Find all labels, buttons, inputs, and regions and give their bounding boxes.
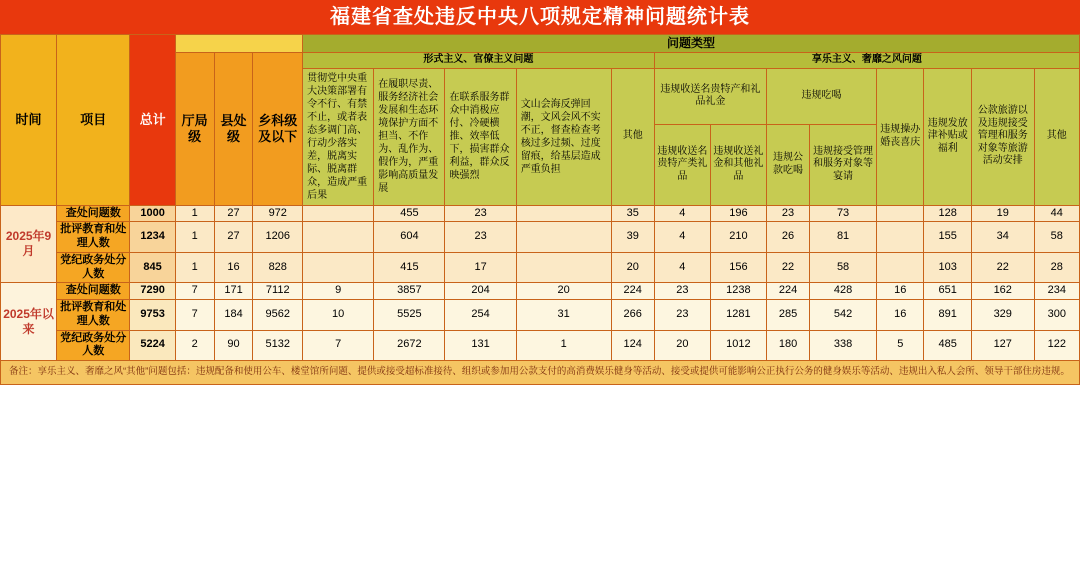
header-other-2: 公款旅游以及违规接受管理和服务对象等旅游活动安排 xyxy=(971,68,1034,205)
cell-formalism-1: 604 xyxy=(374,222,445,253)
cell-gift-1: 156 xyxy=(710,252,766,283)
cell-formalism-4: 224 xyxy=(611,283,654,300)
cell-banquet-1: 81 xyxy=(810,222,877,253)
header-project: 项目 xyxy=(57,35,130,206)
row-item-label: 党纪政务处分人数 xyxy=(57,330,130,361)
row-item-label: 查处问题数 xyxy=(57,283,130,300)
cell-formalism-0 xyxy=(303,252,374,283)
cell-other-3: 44 xyxy=(1034,205,1079,222)
cell-banquet-1: 338 xyxy=(810,330,877,361)
cell-formalism-2: 131 xyxy=(445,330,516,361)
cell-other-2: 162 xyxy=(971,283,1034,300)
cell-level-1: 27 xyxy=(214,222,253,253)
header-other-3: 其他 xyxy=(1034,68,1079,205)
cell-formalism-0 xyxy=(303,205,374,222)
header-level-group xyxy=(175,35,302,53)
table-footnote: 备注：享乐主义、奢靡之风“其他”问题包括：违规配备和使用公车、楼堂馆所问题、提供或接受超标准接待、组织或参加用公款支付的高消费娱乐健身等活动、接受或提供可能影响公正执行公务的健身娱乐等活动、违规出入私人会所、领导干部住房违规。 xyxy=(0,361,1080,385)
cell-level-1: 171 xyxy=(214,283,253,300)
cell-level-2: 1206 xyxy=(253,222,303,253)
cell-level-0: 1 xyxy=(175,222,214,253)
header-group-hedonism: 享乐主义、奢靡之风问题 xyxy=(654,53,1079,69)
cell-gift-0: 4 xyxy=(654,222,710,253)
row-item-label: 批评教育和处理人数 xyxy=(57,300,130,331)
cell-formalism-0: 7 xyxy=(303,330,374,361)
header-formalism-3: 文山会海反弹回潮，文风会风不实不正，督查检查考核过多过频、过度留痕，给基层造成严重负担 xyxy=(516,68,611,205)
cell-level-2: 7112 xyxy=(253,283,303,300)
cell-formalism-2: 23 xyxy=(445,205,516,222)
cell-other-3: 122 xyxy=(1034,330,1079,361)
cell-gift-0: 4 xyxy=(654,252,710,283)
cell-gift-1: 1281 xyxy=(710,300,766,331)
cell-other-3: 28 xyxy=(1034,252,1079,283)
cell-other-1: 891 xyxy=(924,300,971,331)
header-problem-type: 问题类型 xyxy=(303,35,1080,53)
cell-level-1: 27 xyxy=(214,205,253,222)
header-banquet-1: 违规接受管理和服务对象等宴请 xyxy=(810,124,877,205)
cell-gift-1: 1012 xyxy=(710,330,766,361)
cell-formalism-4: 39 xyxy=(611,222,654,253)
page-title: 福建省查处违反中央八项规定精神问题统计表 xyxy=(0,0,1080,34)
cell-level-1: 90 xyxy=(214,330,253,361)
header-time: 时间 xyxy=(1,35,57,206)
cell-total: 9753 xyxy=(130,300,175,331)
cell-total: 7290 xyxy=(130,283,175,300)
row-item-label: 批评教育和处理人数 xyxy=(57,222,130,253)
row-item-label: 查处问题数 xyxy=(57,205,130,222)
cell-other-0 xyxy=(877,205,924,222)
cell-level-2: 828 xyxy=(253,252,303,283)
cell-formalism-3: 31 xyxy=(516,300,611,331)
cell-formalism-3 xyxy=(516,205,611,222)
header-formalism-4: 其他 xyxy=(611,68,654,205)
cell-level-2: 972 xyxy=(253,205,303,222)
header-other-1: 违规发放津补贴或福利 xyxy=(924,68,971,205)
cell-formalism-0: 9 xyxy=(303,283,374,300)
cell-gift-0: 23 xyxy=(654,300,710,331)
header-row-1 xyxy=(1,35,1080,53)
cell-other-0: 16 xyxy=(877,300,924,331)
cell-other-1: 651 xyxy=(924,283,971,300)
header-group-formalism: 形式主义、官僚主义问题 xyxy=(303,53,655,69)
cell-banquet-0: 26 xyxy=(766,222,809,253)
cell-gift-0: 4 xyxy=(654,205,710,222)
cell-level-1: 16 xyxy=(214,252,253,283)
cell-level-1: 184 xyxy=(214,300,253,331)
cell-other-3: 58 xyxy=(1034,222,1079,253)
cell-other-3: 300 xyxy=(1034,300,1079,331)
cell-banquet-0: 285 xyxy=(766,300,809,331)
cell-formalism-4: 20 xyxy=(611,252,654,283)
cell-formalism-4: 35 xyxy=(611,205,654,222)
cell-gift-0: 23 xyxy=(654,283,710,300)
cell-formalism-3 xyxy=(516,222,611,253)
cell-formalism-4: 124 xyxy=(611,330,654,361)
cell-gift-0: 20 xyxy=(654,330,710,361)
cell-total: 1234 xyxy=(130,222,175,253)
period-label-1: 2025年以来 xyxy=(1,283,57,361)
cell-other-0 xyxy=(877,252,924,283)
cell-formalism-3 xyxy=(516,252,611,283)
cell-level-2: 9562 xyxy=(253,300,303,331)
cell-formalism-3: 1 xyxy=(516,330,611,361)
cell-total: 5224 xyxy=(130,330,175,361)
period-label-0: 2025年9月 xyxy=(1,205,57,283)
cell-level-0: 7 xyxy=(175,300,214,331)
cell-other-1: 485 xyxy=(924,330,971,361)
header-total: 总计 xyxy=(130,35,175,206)
cell-gift-1: 196 xyxy=(710,205,766,222)
cell-banquet-1: 58 xyxy=(810,252,877,283)
cell-formalism-2: 254 xyxy=(445,300,516,331)
header-gift-0: 违规收送名贵特产类礼品 xyxy=(654,124,710,205)
header-other-0: 违规操办婚丧喜庆 xyxy=(877,68,924,205)
header-banquet-group: 违规吃喝 xyxy=(766,68,876,124)
cell-level-0: 1 xyxy=(175,205,214,222)
cell-total: 1000 xyxy=(130,205,175,222)
table-row xyxy=(1,300,1080,331)
cell-banquet-1: 73 xyxy=(810,205,877,222)
table-row xyxy=(1,205,1080,222)
header-level-2: 乡科级及以下 xyxy=(253,53,303,206)
cell-level-0: 2 xyxy=(175,330,214,361)
cell-other-1: 155 xyxy=(924,222,971,253)
cell-level-0: 1 xyxy=(175,252,214,283)
cell-formalism-0: 10 xyxy=(303,300,374,331)
table-row xyxy=(1,330,1080,361)
cell-formalism-1: 5525 xyxy=(374,300,445,331)
header-level-1: 县处级 xyxy=(214,53,253,206)
cell-banquet-0: 224 xyxy=(766,283,809,300)
cell-formalism-2: 23 xyxy=(445,222,516,253)
cell-formalism-1: 2672 xyxy=(374,330,445,361)
cell-formalism-4: 266 xyxy=(611,300,654,331)
cell-other-0 xyxy=(877,222,924,253)
cell-other-0: 5 xyxy=(877,330,924,361)
cell-other-2: 19 xyxy=(971,205,1034,222)
header-formalism-1: 在履职尽责、服务经济社会发展和生态环境保护方面不担当、不作为、乱作为、假作为，严重影响高质量发展 xyxy=(374,68,445,205)
cell-formalism-1: 455 xyxy=(374,205,445,222)
cell-formalism-2: 204 xyxy=(445,283,516,300)
cell-banquet-0: 23 xyxy=(766,205,809,222)
cell-formalism-2: 17 xyxy=(445,252,516,283)
cell-total: 845 xyxy=(130,252,175,283)
table-row xyxy=(1,222,1080,253)
cell-formalism-0 xyxy=(303,222,374,253)
cell-other-1: 103 xyxy=(924,252,971,283)
header-gift-group: 违规收送名贵特产和礼品礼金 xyxy=(654,68,766,124)
cell-other-1: 128 xyxy=(924,205,971,222)
cell-gift-1: 1238 xyxy=(710,283,766,300)
cell-banquet-0: 180 xyxy=(766,330,809,361)
cell-gift-1: 210 xyxy=(710,222,766,253)
cell-level-0: 7 xyxy=(175,283,214,300)
header-formalism-2: 在联系服务群众中消极应付、冷硬横推、效率低下，损害群众利益，群众反映强烈 xyxy=(445,68,516,205)
cell-other-2: 34 xyxy=(971,222,1034,253)
cell-other-3: 234 xyxy=(1034,283,1079,300)
statistics-table xyxy=(0,34,1080,361)
cell-banquet-1: 428 xyxy=(810,283,877,300)
header-gift-1: 违规收送礼金和其他礼品 xyxy=(710,124,766,205)
cell-level-2: 5132 xyxy=(253,330,303,361)
cell-other-2: 329 xyxy=(971,300,1034,331)
cell-banquet-0: 22 xyxy=(766,252,809,283)
cell-other-0: 16 xyxy=(877,283,924,300)
cell-formalism-1: 3857 xyxy=(374,283,445,300)
row-item-label: 党纪政务处分人数 xyxy=(57,252,130,283)
cell-formalism-3: 20 xyxy=(516,283,611,300)
cell-other-2: 22 xyxy=(971,252,1034,283)
cell-other-2: 127 xyxy=(971,330,1034,361)
header-banquet-0: 违规公款吃喝 xyxy=(766,124,809,205)
table-row xyxy=(1,252,1080,283)
header-formalism-0: 贯彻党中央重大决策部署有令不行、有禁不止，或者表态多调门高、行动少落实差，脱离实际、脱离群众，造成严重后果 xyxy=(303,68,374,205)
cell-banquet-1: 542 xyxy=(810,300,877,331)
table-row xyxy=(1,283,1080,300)
cell-formalism-1: 415 xyxy=(374,252,445,283)
header-level-0: 厅局级 xyxy=(175,53,214,206)
